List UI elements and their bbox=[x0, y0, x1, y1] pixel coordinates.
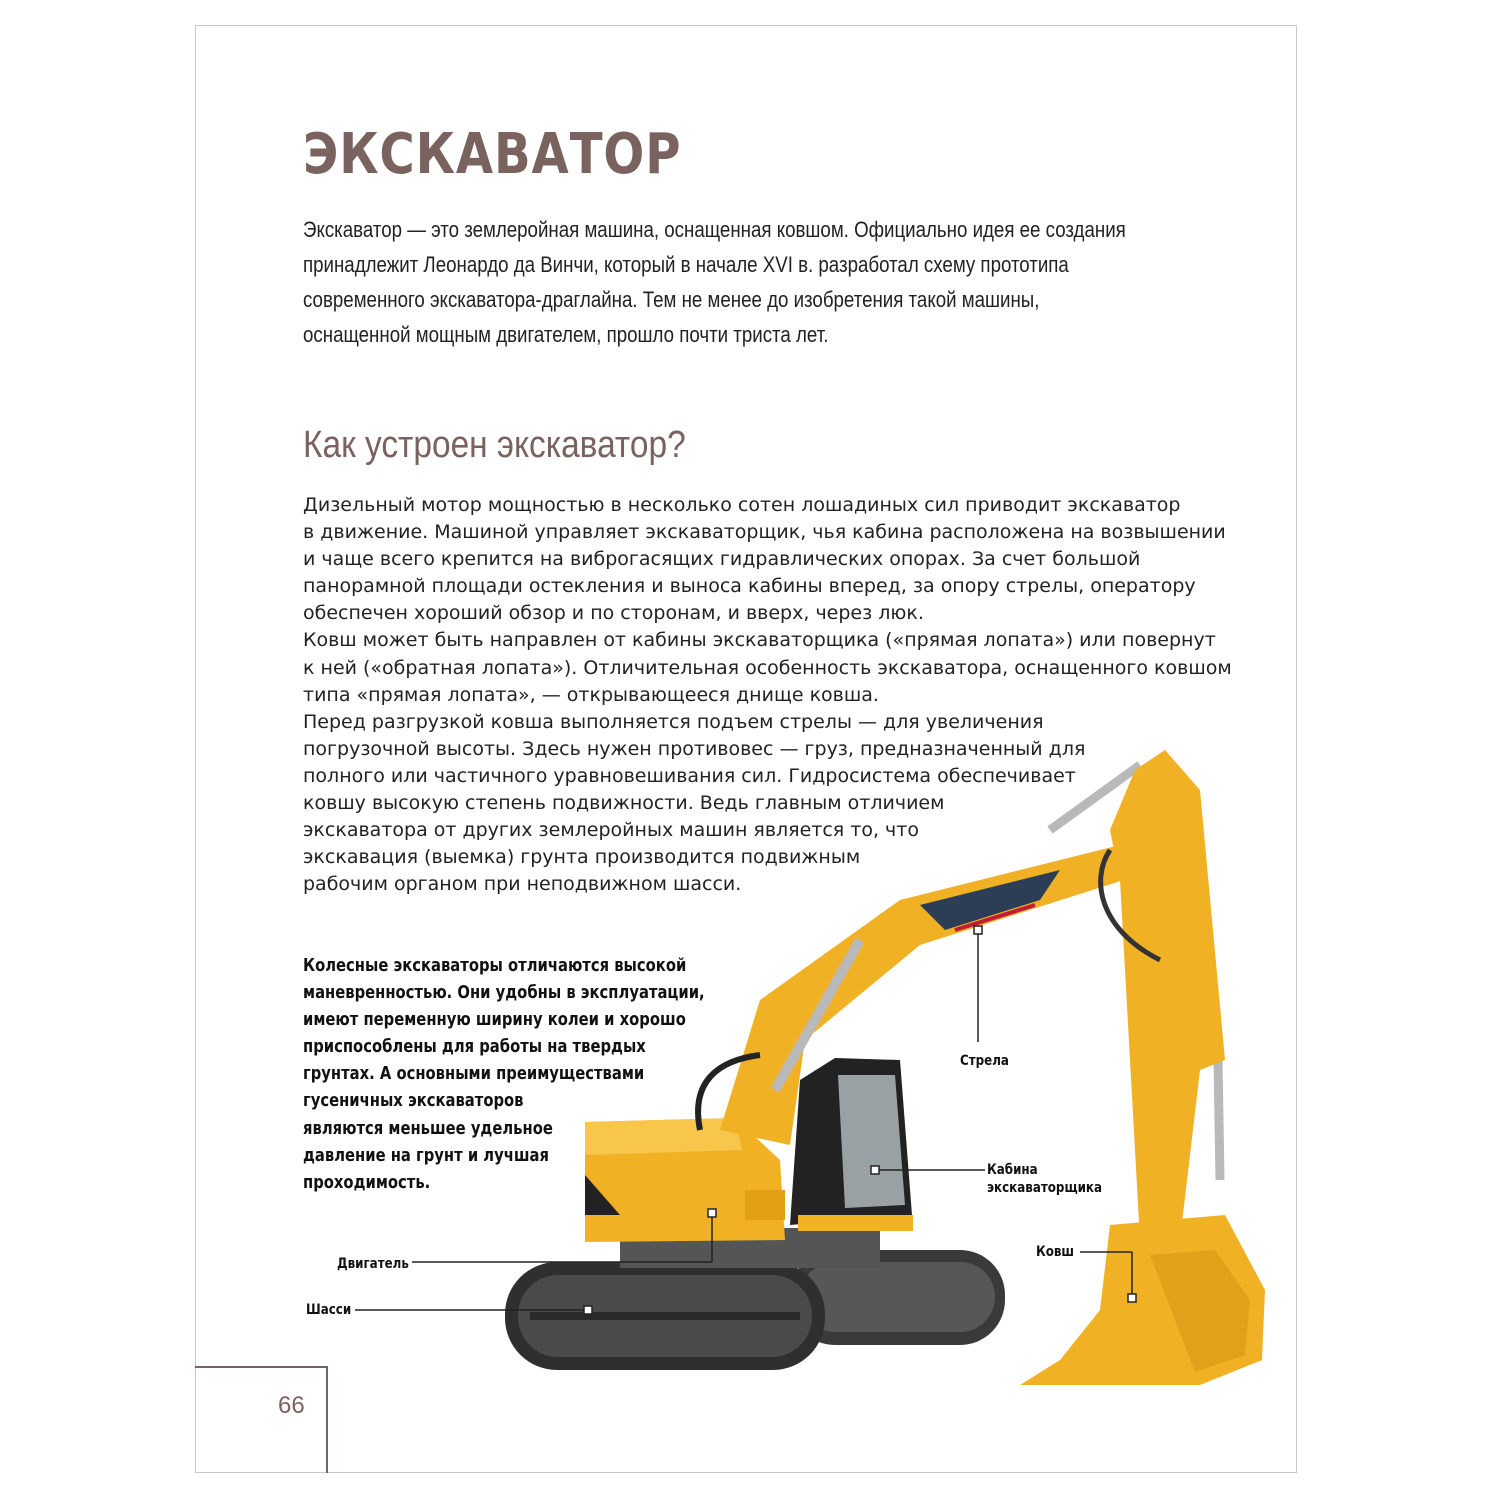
body-line: ковшу высокую степень подвижности. Ведь главным отличием bbox=[303, 792, 945, 815]
sidebar-line: Колесные экскаваторы отличаются высокой bbox=[303, 955, 687, 976]
body-line: панорамной площади остекления и выноса кабины вперед, за опору стрелы, оператору bbox=[303, 575, 1196, 598]
label-boom: Стрела bbox=[960, 1053, 1009, 1069]
intro-line: современного экскаватора-драглайна. Тем не менее до изобретения такой машины, bbox=[303, 287, 1040, 312]
intro-line: принадлежит Леонардо да Винчи, который в начале XVI в. разработал схему прототипа bbox=[303, 252, 1069, 277]
sidebar-line: давление на грунт и лучшая bbox=[303, 1144, 549, 1166]
body-line: погрузочной высоты. Здесь нужен противовес — груз, предназначенный для bbox=[303, 737, 1086, 760]
label-cabin bbox=[987, 1161, 1102, 1197]
body-line: и чаще всего крепится на виброгасящих гидравлических опорах. За счет большой bbox=[303, 548, 1141, 571]
body-line: экскаватора от других землеройных машин является то, что bbox=[303, 819, 919, 842]
intro-line: оснащенной мощным двигателем, прошло почти триста лет. bbox=[303, 322, 829, 347]
body-line: в движение. Машиной управляет экскаваторщик, чья кабина расположена на возвышении bbox=[303, 521, 1226, 544]
body-line: полного или частичного уравновешивания сил. Гидросистема обеспечивает bbox=[303, 764, 1076, 787]
sidebar-line: маневренностью. Они удобны в эксплуатации, bbox=[303, 982, 705, 1004]
body-line: типа «прямая лопата», — открывающееся днище ковша. bbox=[303, 683, 879, 706]
label-engine: Двигатель bbox=[337, 1256, 409, 1272]
label-cabin-line: Кабина bbox=[987, 1162, 1038, 1178]
body-line: к ней («обратная лопата»). Отличительная особенность экскаватора, оснащенного ковшом bbox=[303, 656, 1232, 679]
sidebar-line: являются меньшее удельное bbox=[303, 1117, 553, 1139]
body-line: Перед разгрузкой ковша выполняется подъем стрелы — для увеличения bbox=[303, 710, 1044, 733]
body-line: Ковш может быть направлен от кабины экскаваторщика («прямая лопата») или повернут bbox=[303, 629, 1216, 652]
sidebar-note bbox=[303, 952, 713, 1196]
body-line: обеспечен хороший обзор и по сторонам, и вверх, через люк. bbox=[303, 602, 924, 625]
page-number-box bbox=[195, 1366, 328, 1473]
sidebar-line: грунтах. А основными преимуществами bbox=[303, 1063, 645, 1085]
sidebar-line: приспособлены для работы на твердых bbox=[303, 1036, 646, 1058]
sidebar-line: проходимость. bbox=[303, 1171, 431, 1193]
track-front bbox=[505, 1262, 825, 1370]
body-line: Дизельный мотор мощностью в несколько сотен лошадиных сил приводит экскаватор bbox=[303, 494, 1181, 516]
bucket-cylinder bbox=[1218, 1060, 1220, 1180]
label-chassis: Шасси bbox=[306, 1302, 352, 1318]
body-line: рабочим органом при неподвижном шасси. bbox=[303, 873, 742, 896]
body-line: экскавация (выемка) грунта производится подвижным bbox=[303, 846, 861, 869]
intro-line: Экскаватор — это землеройная машина, оснащенная ковшом. Официально идея ее создания bbox=[303, 217, 1126, 242]
label-cabin-line: экскаваторщика bbox=[987, 1180, 1103, 1196]
sidebar-line: имеют переменную ширину колеи и хорошо bbox=[303, 1009, 686, 1031]
section-heading: Как устроен экскаватор? bbox=[303, 424, 686, 466]
page-number: 66 bbox=[278, 1392, 305, 1419]
body-paragraph bbox=[303, 492, 1233, 898]
cabin bbox=[790, 1058, 913, 1231]
page-title: ЭКСКАВАТОР bbox=[303, 122, 682, 187]
sidebar-line: гусеничных экскаваторов bbox=[303, 1090, 524, 1112]
label-bucket: Ковш bbox=[1036, 1244, 1075, 1260]
